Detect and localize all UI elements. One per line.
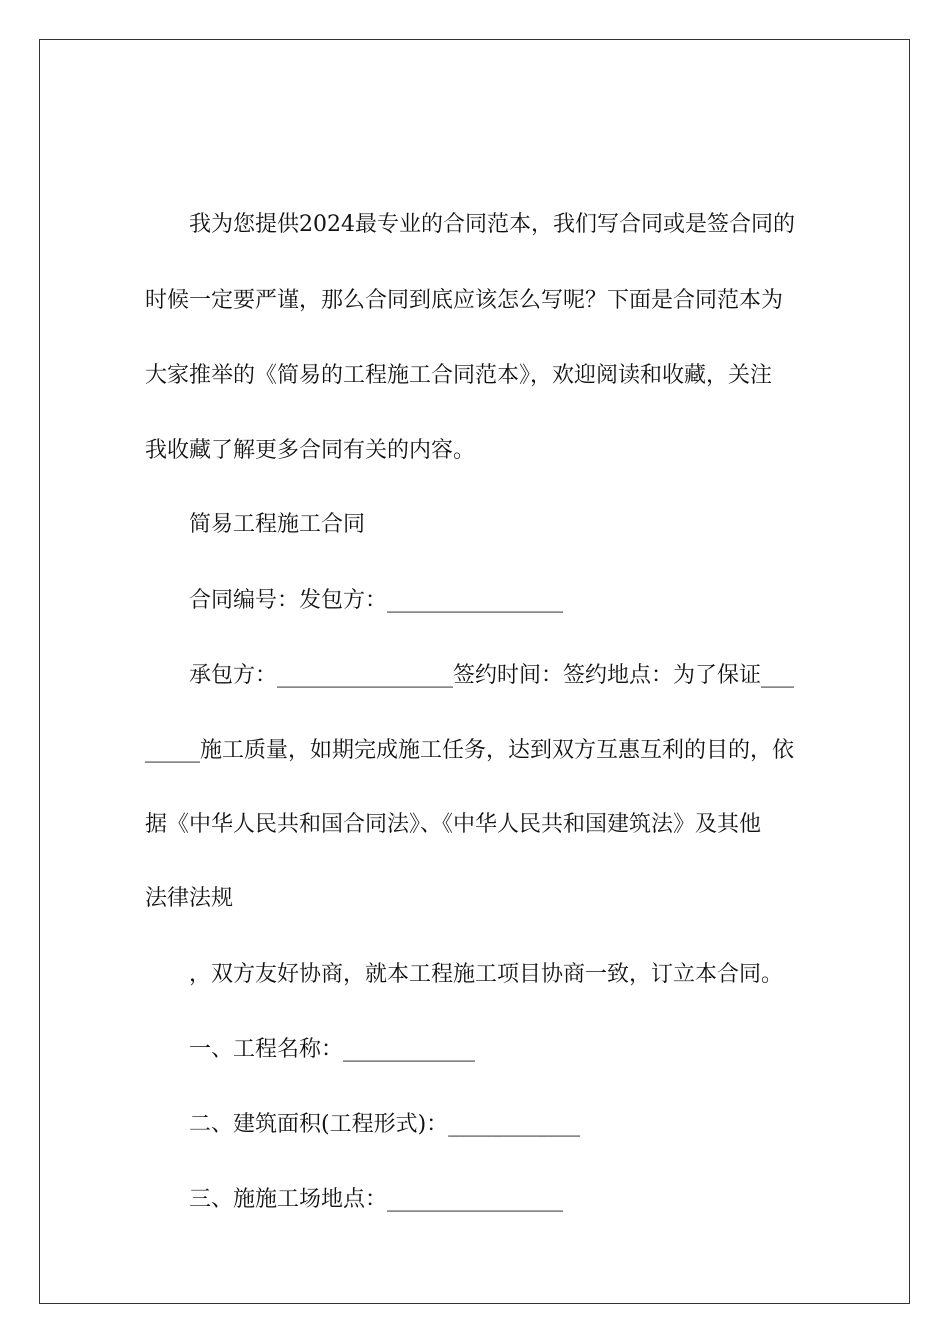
- agreement-line: ，双方友好协商，就本工程施工项目协商一致，订立本合同。: [189, 962, 784, 987]
- intro-paragraph-line-4: 我收藏了解更多合同有关的内容。: [145, 438, 476, 463]
- project-name-line: 一、工程名称：____________: [189, 1037, 476, 1062]
- intro-paragraph-line-3: 大家推举的《简易的工程施工合同范本》，欢迎阅读和收藏，关注: [145, 363, 773, 388]
- construction-site-line: 三、施施工场地点：________________: [189, 1187, 564, 1212]
- contractor-paragraph-line-1: 承包方：________________签约时间：签约地点：为了保证___: [189, 663, 795, 688]
- intro-paragraph-line-1: 我为您提供2024最专业的合同范本，我们写合同或是签合同的: [189, 212, 795, 237]
- contractor-paragraph-line-4: 法律法规: [145, 886, 234, 911]
- contractor-paragraph-line-3: 据《中华人民共和国合同法》、《中华人民共和国建筑法》及其他: [145, 812, 762, 837]
- intro-paragraph-line-2: 时候一定要严谨，那么合同到底应该怎么写呢？下面是合同范本为: [145, 288, 784, 313]
- building-area-line: 二、建筑面积(工程形式)：____________: [189, 1112, 581, 1137]
- contract-number-line: 合同编号：发包方：________________: [189, 588, 564, 613]
- contract-title: 简易工程施工合同: [189, 512, 366, 537]
- contractor-paragraph-line-2: _____施工质量，如期完成施工任务，达到双方互惠互利的目的，依: [145, 738, 795, 763]
